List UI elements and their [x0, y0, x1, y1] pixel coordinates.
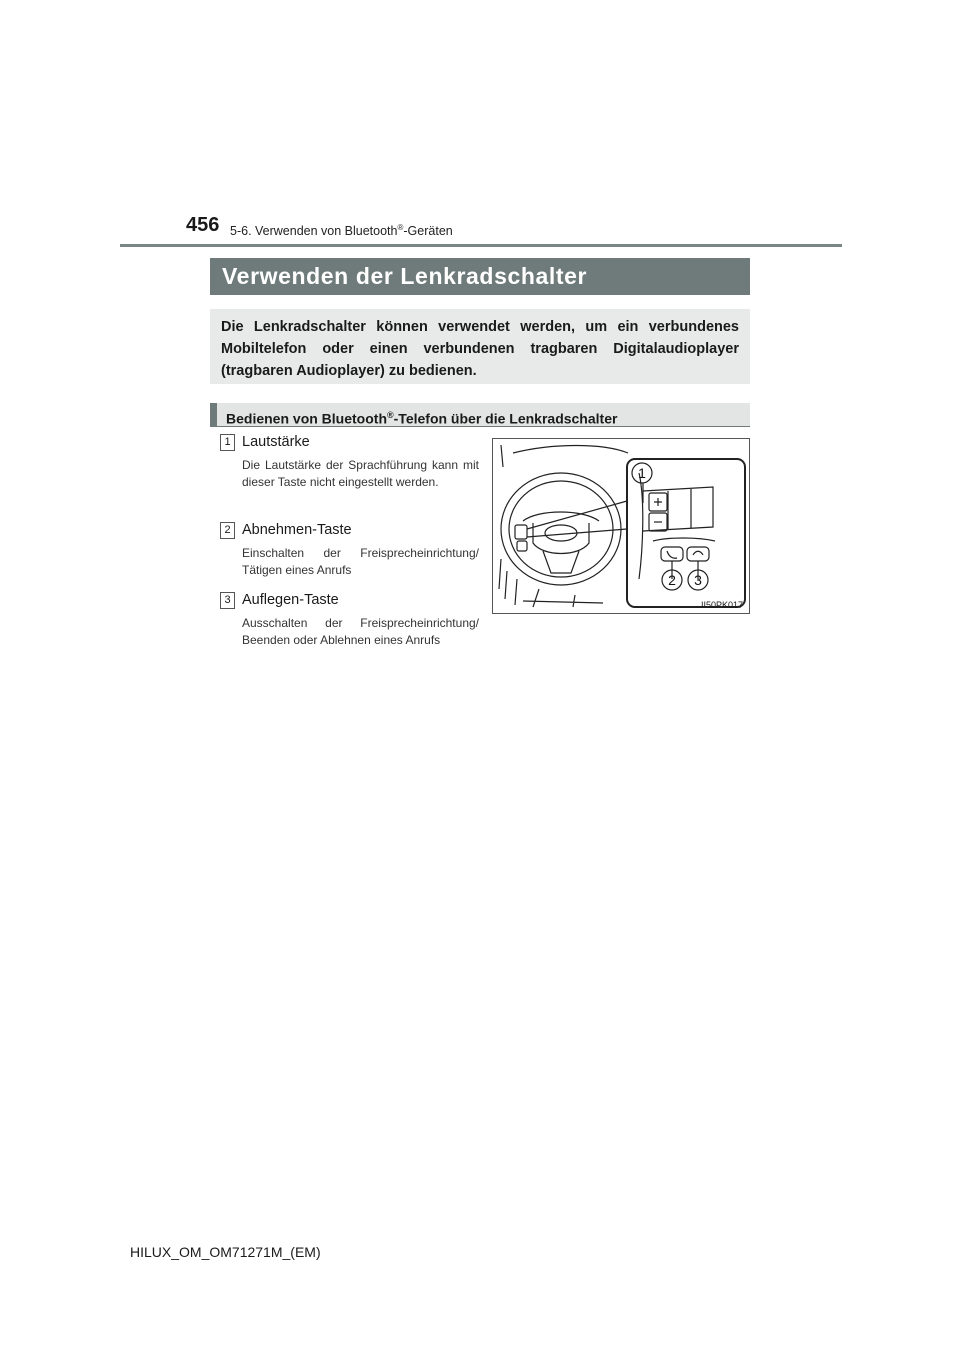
callout-label: 3	[694, 572, 702, 588]
sub-heading	[210, 403, 750, 427]
list-item-hangup	[220, 591, 480, 649]
item-description: Einschalten der Freisprecheinrichtung/ Tätigen eines Anrufs	[242, 546, 479, 577]
figure-code: II50PK017	[700, 600, 743, 610]
figure-illustration	[493, 439, 749, 613]
callout-label: 1	[638, 465, 646, 481]
item-description: Die Lautstärke der Sprachführung kann mit dieser Taste nicht eingestellt werden.	[242, 458, 479, 489]
registered-mark: ®	[397, 223, 404, 232]
page-title: Verwenden der Lenkradschalter	[210, 258, 750, 295]
document-footer: HILUX_OM_OM71271M_(EM)	[130, 1244, 321, 1260]
header-rule	[120, 244, 842, 247]
steering-switch-figure	[492, 438, 750, 614]
number-badge: 1	[220, 434, 235, 451]
item-label: Abnehmen-Taste	[242, 522, 352, 538]
section-suffix: -Geräten	[403, 224, 453, 239]
item-label: Auflegen-Taste	[242, 592, 339, 608]
number-badge: 2	[220, 522, 235, 539]
item-description: Ausschalten der Freisprecheinrichtung/ Beenden oder Ablehnen eines Anrufs	[242, 616, 479, 647]
page-number: 456	[186, 214, 220, 236]
list-item-pickup	[220, 521, 480, 579]
section-text: 5-6. Verwenden von Bluetooth	[230, 224, 398, 239]
sub-heading-suffix: -Telefon über die Lenkradschalter	[393, 410, 618, 427]
intro-box: Die Lenkradschalter können verwendet werden, um ein verbundenes Mobiltelefon oder einen verbundenen tragbaren Digitalaudioplayer (tragbaren Audioplayer) zu bedienen.	[210, 309, 750, 384]
callout-label: 2	[668, 572, 676, 588]
phone-pickup-icon	[661, 547, 683, 561]
sub-heading-text: Bedienen von Bluetooth	[226, 410, 387, 427]
section-reference	[230, 223, 453, 238]
steering-wheel-icon	[501, 473, 621, 585]
number-badge: 3	[220, 592, 235, 609]
phone-hangup-icon	[687, 547, 709, 561]
sub-heading-registered-mark: ®	[387, 410, 394, 420]
item-label: Lautstärke	[242, 434, 310, 450]
list-item-volume	[220, 433, 480, 491]
